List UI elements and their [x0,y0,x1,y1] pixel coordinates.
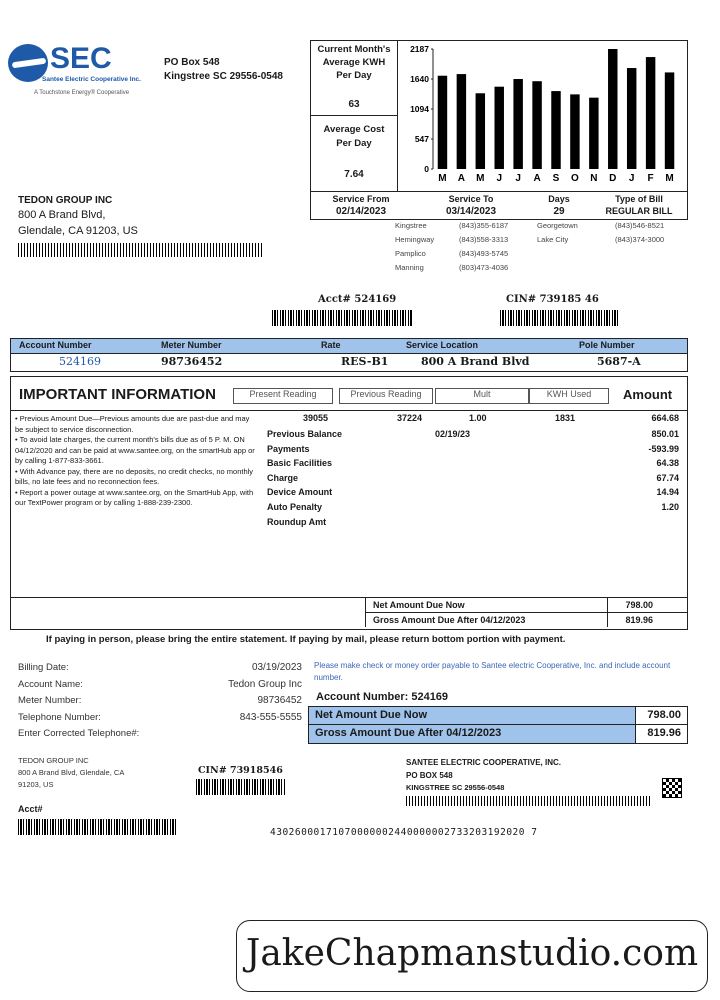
office-name: Manning [395,263,424,272]
x-tick-label: S [552,173,560,184]
office-name: Pamplico [395,249,426,258]
x-tick-label: D [609,173,617,184]
x-tick-label: J [515,173,521,184]
current-kwh-label: Current Month's Average KWH Per Day [317,44,391,81]
logo-subtitle: Santee Electric Cooperative Inc. [42,76,141,83]
billing-date-label: Billing Date: [18,662,69,673]
usage-bar [665,72,674,169]
charge-label: Basic Facilities [267,458,333,468]
x-tick-label: M [438,173,447,184]
stub-mid-rule [309,724,687,725]
amount-value: 1.20 [661,502,679,512]
corrected-telephone-field[interactable] [180,726,302,742]
office-name: Georgetown [537,221,578,230]
present-reading-value: 39055 [303,413,329,423]
stub-account-number: Account Number: 524169 [316,691,449,703]
x-tick-label: N [590,173,598,184]
current-kwh-value: 63 [348,99,360,110]
service-divider [311,191,687,192]
amount-header: Amount [623,387,673,402]
mult-header: Mult [435,388,529,404]
service-to-value: 03/14/2023 [445,206,497,217]
customer-barcode [18,243,263,257]
amount-value: 664.68 [651,413,679,423]
amount-value: 14.94 [656,487,679,497]
logo-text: SEC [50,42,112,75]
company-logo [8,42,158,102]
meter-number-value: 98736452 [257,695,302,706]
usage-divider [311,115,397,116]
service-to-label: Service To [448,194,494,204]
telephone-value: 843-555-5555 [239,711,302,723]
service-from-value: 02/14/2023 [335,206,387,217]
office-phone: (843)374-3000 [615,235,665,244]
amount-value: -593.99 [648,444,679,454]
usage-bar [532,81,541,169]
cin-barcode [500,310,618,326]
important-title: IMPORTANT INFORMATION [19,386,216,403]
charge-label: Device Amount [267,487,333,497]
y-tick-label: 0 [424,164,429,174]
usage-bar [513,79,522,169]
net-amount-value: 798.00 [625,600,653,610]
rate-value: RES-B1 [341,355,389,368]
important-info-box [10,376,688,630]
x-tick-label: M [476,173,485,184]
customer-street: 800 A Brand Blvd, [18,209,106,221]
charge-label: Roundup Amt [267,517,327,527]
stub-gross-label: Gross Amount Due After 04/12/2023 [315,727,502,739]
rate-header: Rate [321,340,341,350]
usage-bar [551,91,560,169]
stub-net-value: 798.00 [647,709,681,721]
info-note: • To avoid late charges, the current month's bills due as of 5 P. M. ON 04/12/2020 and can be paid at www.santee.org, on the smartHub app or by calling 1-877-833-3661. [15,435,255,465]
office-phone: (843)355-6187 [459,221,509,230]
account-name-value: Tedon Group Inc [228,678,302,690]
mail-to-line2: PO BOX 548 [406,771,453,780]
mail-to-line1: SANTEE ELECTRIC COOPERATIVE, INC. [406,758,561,767]
info-note: • With Advance pay, there are no deposits, no credit checks, no monthly bills, no late fees and no reconnection fees. [15,466,254,486]
usage-bar [589,98,598,169]
account-name-label: Account Name: [18,678,83,690]
info-note: • Report a power outage at www.santee.org, on the SmartHub App, with our TextPower program or by calling 1-888-239-2300. [15,487,254,507]
usage-bar [438,76,447,169]
service-days-label: Days [548,194,570,204]
stub-cin-barcode [196,779,286,795]
office-phone: (843)546-8521 [615,221,665,230]
service-from-label: Service From [332,194,390,204]
stub-labels [18,660,178,743]
logo-tagline: A Touchstone Energy® Cooperative [34,90,130,96]
meter-number-label: Meter Number: [18,695,82,706]
bill-type-label: Type of Bill [615,194,663,204]
net-amount-label: Net Amount Due Now [373,600,465,610]
office-name: Lake City [537,235,569,244]
stub-gross-value: 819.96 [647,727,681,739]
service-days-value: 29 [553,206,565,217]
previous-reading-value: 37224 [397,413,423,423]
info-notes [15,414,255,509]
mult-value: 1.00 [469,413,487,423]
charge-label: Previous Balance [267,429,343,439]
y-tick-label: 1640 [410,74,429,84]
charge-label: Payments [267,444,310,454]
totals-mid-rule [365,612,687,613]
kwh-used-header: KWH Used [529,388,609,404]
present-reading-header: Present Reading [233,388,333,404]
office-phone: (843)558-3313 [459,235,509,244]
usage-bar [646,57,655,169]
x-tick-label: J [628,173,635,184]
x-tick-label: J [496,173,503,184]
watermark-text: JakeChapmanstudio.com [245,933,699,974]
stub-acct-barcode [18,819,178,835]
usage-bar [608,49,617,169]
service-location-header: Service Location [406,340,479,350]
usage-bar [476,93,485,169]
customer-name: TEDON GROUP INC [18,195,113,206]
cin-number-header: CIN# 739185 46 [506,294,599,305]
usage-chart [399,41,685,191]
office-name: Hemingway [395,235,435,244]
mail-from-street: 800 A Brand Blvd, Glendale, CA [18,768,125,777]
kwh-used-value: 1831 [555,413,576,423]
watermark-box [236,920,708,992]
avg-cost-value: 7.64 [344,169,364,180]
account-number-header: Account Number [19,340,92,350]
x-tick-label: A [457,173,466,184]
service-location-value: 800 A Brand Blvd [421,355,530,368]
company-address-line2: Kingstree SC 29556-0548 [164,71,283,82]
bill-type-value: REGULAR BILL [605,206,673,216]
mail-from-city: 91203, US [18,780,54,789]
office-phone: (843)493-5745 [459,249,509,258]
customer-city: Glendale, CA 91203, US [18,225,138,237]
previous-reading-header: Previous Reading [339,388,433,404]
payment-notice: If paying in person, please bring the entire statement. If paying by mail, please return bottom portion with payment. [46,634,566,645]
pole-number-value: 5687-A [597,355,641,368]
office-phone: (803)473-4036 [459,263,509,272]
prev-balance-date: 02/19/23 [435,429,471,439]
stub-net-label: Net Amount Due Now [315,709,428,721]
amount-value: 850.01 [651,429,679,439]
corrected-telephone-label: Enter Corrected Telephone#: [18,728,140,739]
x-tick-label: M [665,173,674,184]
telephone-label: Telephone Number: [18,711,101,723]
qr-code [662,778,682,798]
acct-number-header: Acct# 524169 [318,294,397,305]
stub-values [180,660,302,742]
stub-cin-number: CIN# 73918546 [198,765,283,776]
office-list [395,221,695,277]
scan-line: 43026000171070000002440000002733203192020 7 [270,827,538,838]
charge-label: Charge [267,473,299,483]
acct-barcode [272,310,412,326]
x-tick-label: F [647,173,654,184]
x-tick-label: A [533,173,541,184]
company-address-line1: PO Box 548 [164,57,220,68]
usage-bar [495,87,504,169]
mail-to-barcode [406,796,650,806]
office-name: Kingstree [395,221,427,230]
meter-number-value: 98736452 [161,355,223,368]
mail-from-name: TEDON GROUP INC [18,756,89,765]
avg-cost-label: Average Cost Per Day [323,124,385,149]
usage-left-column [311,41,398,191]
gross-amount-value: 819.96 [625,615,653,625]
usage-bar [570,94,579,169]
billing-date-value: 03/19/2023 [251,662,302,673]
amount-value: 64.38 [656,458,679,468]
usage-bar [627,68,636,169]
pole-number-header: Pole Number [579,340,635,350]
y-tick-label: 547 [414,134,429,144]
info-note: • Previous Amount Due—Previous amounts due are past-due and may be subject to service disconnection. [15,414,250,434]
title-divider [11,410,687,411]
usage-box [310,40,688,220]
x-tick-label: O [571,173,579,184]
mail-to-line3: KINGSTREE SC 29556-0548 [406,783,505,792]
totals-top-rule [11,597,687,598]
y-tick-label: 1094 [410,104,429,114]
account-info-bar [10,338,688,372]
charge-label: Auto Penalty [267,502,323,512]
payment-instructions: Please make check or money order payable to Santee electric Cooperative, Inc. and include account number. [314,661,671,682]
y-tick-label: 2187 [410,44,429,54]
stub-amount-box [308,706,688,744]
stub-acct-label: Acct# [18,804,43,814]
amount-value: 67.74 [656,473,679,483]
account-number-value: 524169 [59,355,101,368]
meter-number-header: Meter Number [161,340,222,350]
gross-amount-label: Gross Amount Due After 04/12/2023 [373,615,526,625]
usage-bar [457,74,466,169]
